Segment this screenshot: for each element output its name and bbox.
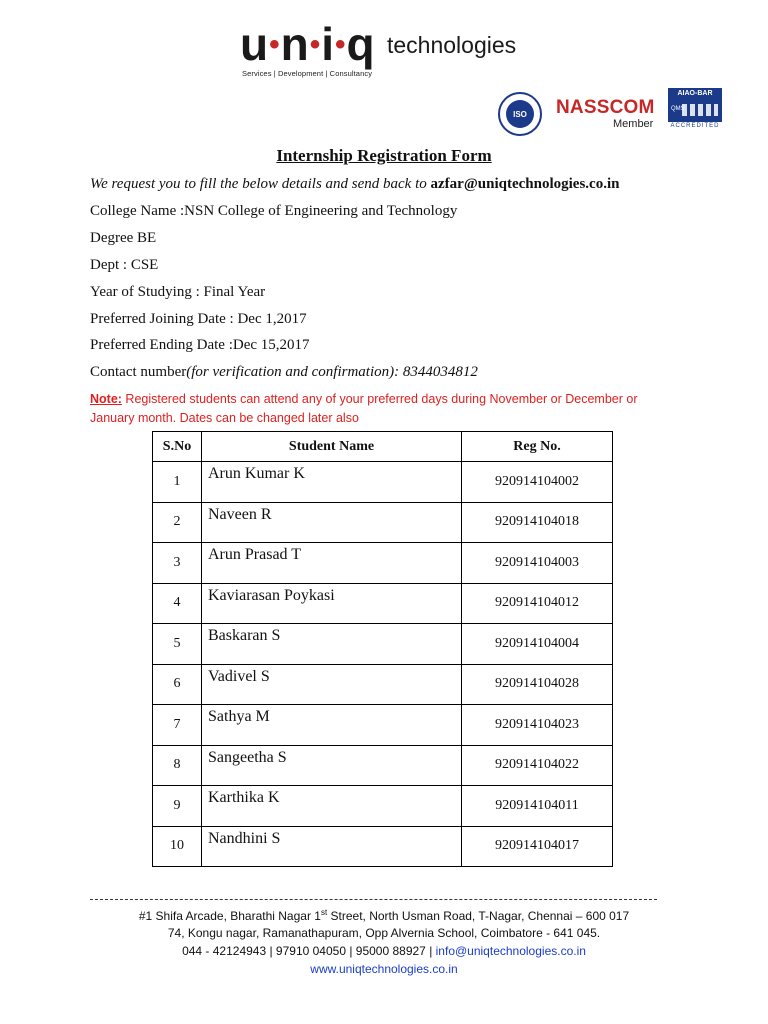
cell-sno: 7 (153, 705, 202, 746)
footer-website-link[interactable]: www.uniqtechnologies.co.in (310, 962, 458, 976)
table-row (153, 705, 613, 746)
contact-note: (for verification and confirmation): 8344034812 (186, 364, 478, 380)
cell-student-name: Arun Kumar K (202, 462, 462, 503)
contact-label: Contact number (90, 364, 187, 380)
logo-dot: • (269, 28, 279, 61)
iso-label: ISO (506, 100, 534, 128)
address-part: #1 Shifa Arcade, Bharathi Nagar 1 (138, 909, 321, 923)
cell-student-name: Karthika K (202, 786, 462, 827)
year-of-study: Year of Studying : Final Year (90, 284, 266, 300)
cell-reg-no: 920914104003 (462, 543, 613, 584)
company-logo (240, 18, 530, 80)
intro-line (90, 176, 619, 193)
aiao-label: AIAO-BAR (677, 90, 713, 97)
table-row (153, 786, 613, 827)
cell-sno: 10 (153, 826, 202, 867)
table-row (153, 624, 613, 665)
cell-reg-no: 920914104017 (462, 826, 613, 867)
cell-sno: 3 (153, 543, 202, 584)
table-row (153, 664, 613, 705)
cell-student-name: Naveen R (202, 502, 462, 543)
cell-sno: 8 (153, 745, 202, 786)
table-row (153, 502, 613, 543)
cell-student-name: Sangeetha S (202, 745, 462, 786)
cell-sno: 2 (153, 502, 202, 543)
aiao-stripes (682, 104, 718, 116)
cell-reg-no: 920914104028 (462, 664, 613, 705)
cell-sno: 5 (153, 624, 202, 665)
cell-sno: 6 (153, 664, 202, 705)
department: Dept : CSE (90, 257, 159, 273)
ending-date: Preferred Ending Date :Dec 15,2017 (90, 337, 310, 353)
cell-reg-no: 920914104012 (462, 583, 613, 624)
form-title: Internship Registration Form (276, 146, 492, 165)
table-row (153, 543, 613, 584)
address-part: Street, North Usman Road, T-Nagar, Chennai – 600 017 (327, 909, 630, 923)
note-label: Note: (90, 392, 122, 406)
logo-mark (240, 18, 374, 73)
contact-number (90, 364, 478, 381)
student-table (152, 431, 613, 867)
header-sno: S.No (153, 432, 202, 462)
logo-dot: • (335, 28, 345, 61)
table-row (153, 583, 613, 624)
cell-student-name: Arun Prasad T (202, 543, 462, 584)
iso-certified-badge (498, 92, 542, 136)
cell-student-name: Sathya M (202, 705, 462, 746)
logo-tagline: Services | Development | Consultancy (242, 69, 373, 78)
logo-dot: • (309, 28, 320, 61)
footer-address-coimbatore: 74, Kongu nagar, Ramanathapuram, Opp Alvernia School, Coimbatore - 641 045. (167, 926, 601, 940)
cell-reg-no: 920914104002 (462, 462, 613, 503)
cell-reg-no: 920914104011 (462, 786, 613, 827)
footer-contacts (0, 944, 768, 958)
college-name: College Name :NSN College of Engineering and Technology (90, 203, 458, 219)
cell-student-name: Nandhini S (202, 826, 462, 867)
registration-note (90, 390, 670, 428)
cell-reg-no: 920914104018 (462, 502, 613, 543)
cell-reg-no: 920914104004 (462, 624, 613, 665)
footer-email-link[interactable]: info@uniqtechnologies.co.in (435, 944, 586, 958)
logo-letter: n (280, 18, 308, 70)
accredited-label: ACCREDITED (670, 123, 720, 129)
logo-wordmark: technologies (387, 32, 517, 58)
intro-text: We request you to fill the below details and send back to (90, 176, 431, 192)
cell-reg-no: 920914104023 (462, 705, 613, 746)
note-text: Registered students can attend any of your preferred days during November or December or January month. Dates can be changed later also (90, 392, 638, 425)
header-reg-no: Reg No. (462, 432, 613, 462)
contact-email: azfar@uniqtechnologies.co.in (430, 176, 620, 192)
logo-letter: q (346, 18, 374, 70)
joining-date: Preferred Joining Date : Dec 1,2017 (90, 311, 307, 327)
footer-phones: 044 - 42124943 | 97910 04050 | 95000 88927 | (182, 944, 436, 958)
cell-student-name: Vadivel S (202, 664, 462, 705)
footer-divider (90, 899, 657, 900)
aiao-qms-label: QMS (671, 106, 685, 112)
degree: Degree BE (90, 230, 157, 246)
footer-address-chennai (0, 908, 768, 923)
table-header-row (153, 432, 613, 462)
logo-letter: i (321, 18, 334, 70)
cell-sno: 9 (153, 786, 202, 827)
cell-sno: 1 (153, 462, 202, 503)
address-sup: st (320, 908, 328, 917)
aiao-bar-badge (668, 88, 722, 122)
nasscom-logo: NASSCOM (556, 97, 655, 118)
table-row (153, 745, 613, 786)
cell-sno: 4 (153, 583, 202, 624)
cell-reg-no: 920914104022 (462, 745, 613, 786)
nasscom-member-label: Member (613, 118, 654, 130)
header-student-name: Student Name (202, 432, 462, 462)
table-row (153, 462, 613, 503)
logo-letter: u (240, 18, 268, 70)
table-row (153, 826, 613, 867)
cell-student-name: Baskaran S (202, 624, 462, 665)
cell-student-name: Kaviarasan Poykasi (202, 583, 462, 624)
